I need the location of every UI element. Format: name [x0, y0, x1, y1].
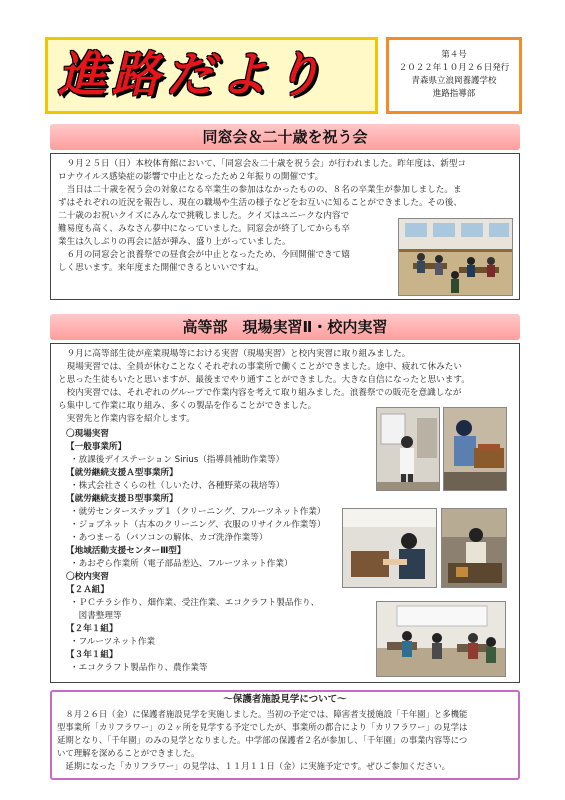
- internship-photo-4: [441, 508, 507, 588]
- internship-line-5: ら集中して作業に取り組み、多くの製品を作ることができました。: [58, 401, 317, 411]
- parent-visit-line-4: いて理解を深めることができました。: [57, 748, 200, 758]
- parent-visit-line-1: ８月２６日（金）に保護者施設見学を実施しました。当初の予定では、障害者支援施設「千年園」と多機能: [57, 709, 468, 719]
- list-item: 【３年１組】: [66, 650, 118, 660]
- section-heading-internship: 高等部 現場実習Ⅱ・校内実習: [50, 314, 520, 340]
- list-item: ・放課後デイステーション Sirius（指導員補助作業等）: [70, 455, 285, 465]
- parent-visit-line-5: 延期になった「カリフラワー」の見学は、１１月１１日（金）に実施予定です。ぜひご参加ください。: [57, 761, 450, 771]
- issue-number: 第４号: [441, 50, 467, 60]
- reunion-line-3: 当日は二十歳を祝う会の対象になる卒業生の参加はなかったものの、８名の卒業生が参加しました。ま: [58, 185, 462, 195]
- issue-info-box: [386, 37, 522, 114]
- list-item: 【一般事業所】: [66, 442, 127, 452]
- reunion-line-8: ６月の同窓会と浪養祭での昼食会が中止となったため、今回開催できて嬉: [58, 250, 350, 260]
- list-item: 〇校内実習: [66, 572, 109, 582]
- internship-line-3: と思った生徒もいたと思いますが、最後までやり通すことができました。大きな自信になったと思います。: [58, 375, 470, 385]
- list-item: ・あおぞら作業所（電子部品差込、フルーツネット作業）: [70, 559, 293, 569]
- internship-photo-5: [376, 601, 506, 677]
- department-name: 進路指導部: [432, 89, 476, 99]
- reunion-line-6: 難易度も高く、みなさん夢中になっていました。同窓会が終了してからも卒: [58, 224, 351, 234]
- reunion-line-2: ロナウイルス感染症の影響で中止となったため２年振りの開催です。: [58, 172, 324, 182]
- internship-photo-3: [342, 508, 437, 588]
- parent-visit-line-3: 延期となり、「千年園」のみの見学となりました。中学部の保護者２名が参加し、「千年園」の事業内容等につ: [57, 735, 468, 745]
- list-item: 図書整理等: [70, 611, 122, 621]
- reunion-line-9: しく思います。来年度また開催できるといいですね。: [58, 263, 264, 273]
- list-item: 【２Ａ組】: [66, 585, 109, 595]
- parent-visit-heading: ～保護者施設見学について～: [223, 694, 347, 705]
- issue-date: ２０２２年１０月２６日発行: [398, 63, 510, 73]
- list-item: ・エコクラフト製品作り、農作業等: [70, 663, 208, 673]
- reunion-line-4: ずはそれぞれの近況を報告し、現在の職場や生活の様子などをお互いに知ることができました。その後、: [58, 198, 462, 208]
- reunion-line-7: 業生は久しぶりの再会に話が弾み、盛り上がっていました。: [58, 237, 291, 247]
- newsletter-title: 進路だより: [58, 47, 329, 103]
- internship-line-6: 実習先と作業内容を紹介します。: [58, 414, 195, 424]
- parent-visit-line-2: 型事業所「カリフラワー」の２ヶ所を見学する予定でしたが、事業所の都合により「カリフラワー」の見学は: [57, 722, 468, 732]
- list-item: 【就労継続支援Ｂ型事業所】: [66, 494, 178, 504]
- internship-line-1: ９月に高等部生徒が産業現場等における実習（現場実習）と校内実習に取り組みました。: [58, 349, 411, 359]
- list-item: ・ジョブネット（古本のクリーニング、衣服のリサイクル作業等）: [70, 520, 326, 530]
- list-item: ・フルーツネット作業: [70, 637, 156, 647]
- list-item: ・あつまーる（パソコンの解体、カゴ洗浄作業等）: [70, 533, 268, 543]
- list-item: 〇現場実習: [66, 429, 109, 439]
- reunion-line-1: ９月２５日（日）本校体育館において、「同窓会＆二十歳を祝う会」が行われました。昨年度は、新型コ: [58, 159, 467, 169]
- internship-photo-1: [376, 407, 440, 491]
- list-item: 【就労継続支援Ａ型事業所】: [66, 468, 178, 478]
- section-heading-reunion: 同窓会＆二十歳を祝う会: [50, 124, 520, 150]
- internship-line-4: 校内実習では、それぞれのグループで作業内容を考えて取り組みました。浪養祭での販売を意識しなが: [58, 388, 462, 398]
- list-item: 【地域活動支援センターⅢ型】: [66, 546, 186, 556]
- list-item: 【２年１組】: [66, 624, 118, 634]
- reunion-line-5: 二十歳のお祝いクイズにみんなで挑戦しました。クイズはユニークな内容で: [58, 211, 350, 221]
- list-item: ・株式会社さくらの杜（しいたけ、各種野菜の栽培等）: [70, 481, 285, 491]
- list-item: ・就労センターステップ１（クリーニング、フルーツネット作業）: [70, 507, 326, 517]
- school-name: 青森県立浪岡養護学校: [411, 76, 497, 86]
- internship-photo-2: [443, 407, 507, 491]
- reunion-photo: [398, 218, 513, 296]
- list-item: ・ＰＣチラシ作り、畑作業、受注作業、エコクラフト製品作り、: [70, 598, 320, 608]
- internship-line-2: 現場実習では、全員が休むことなくそれぞれの事業所で働くことができました。途中、疲れて休みたい: [58, 362, 462, 372]
